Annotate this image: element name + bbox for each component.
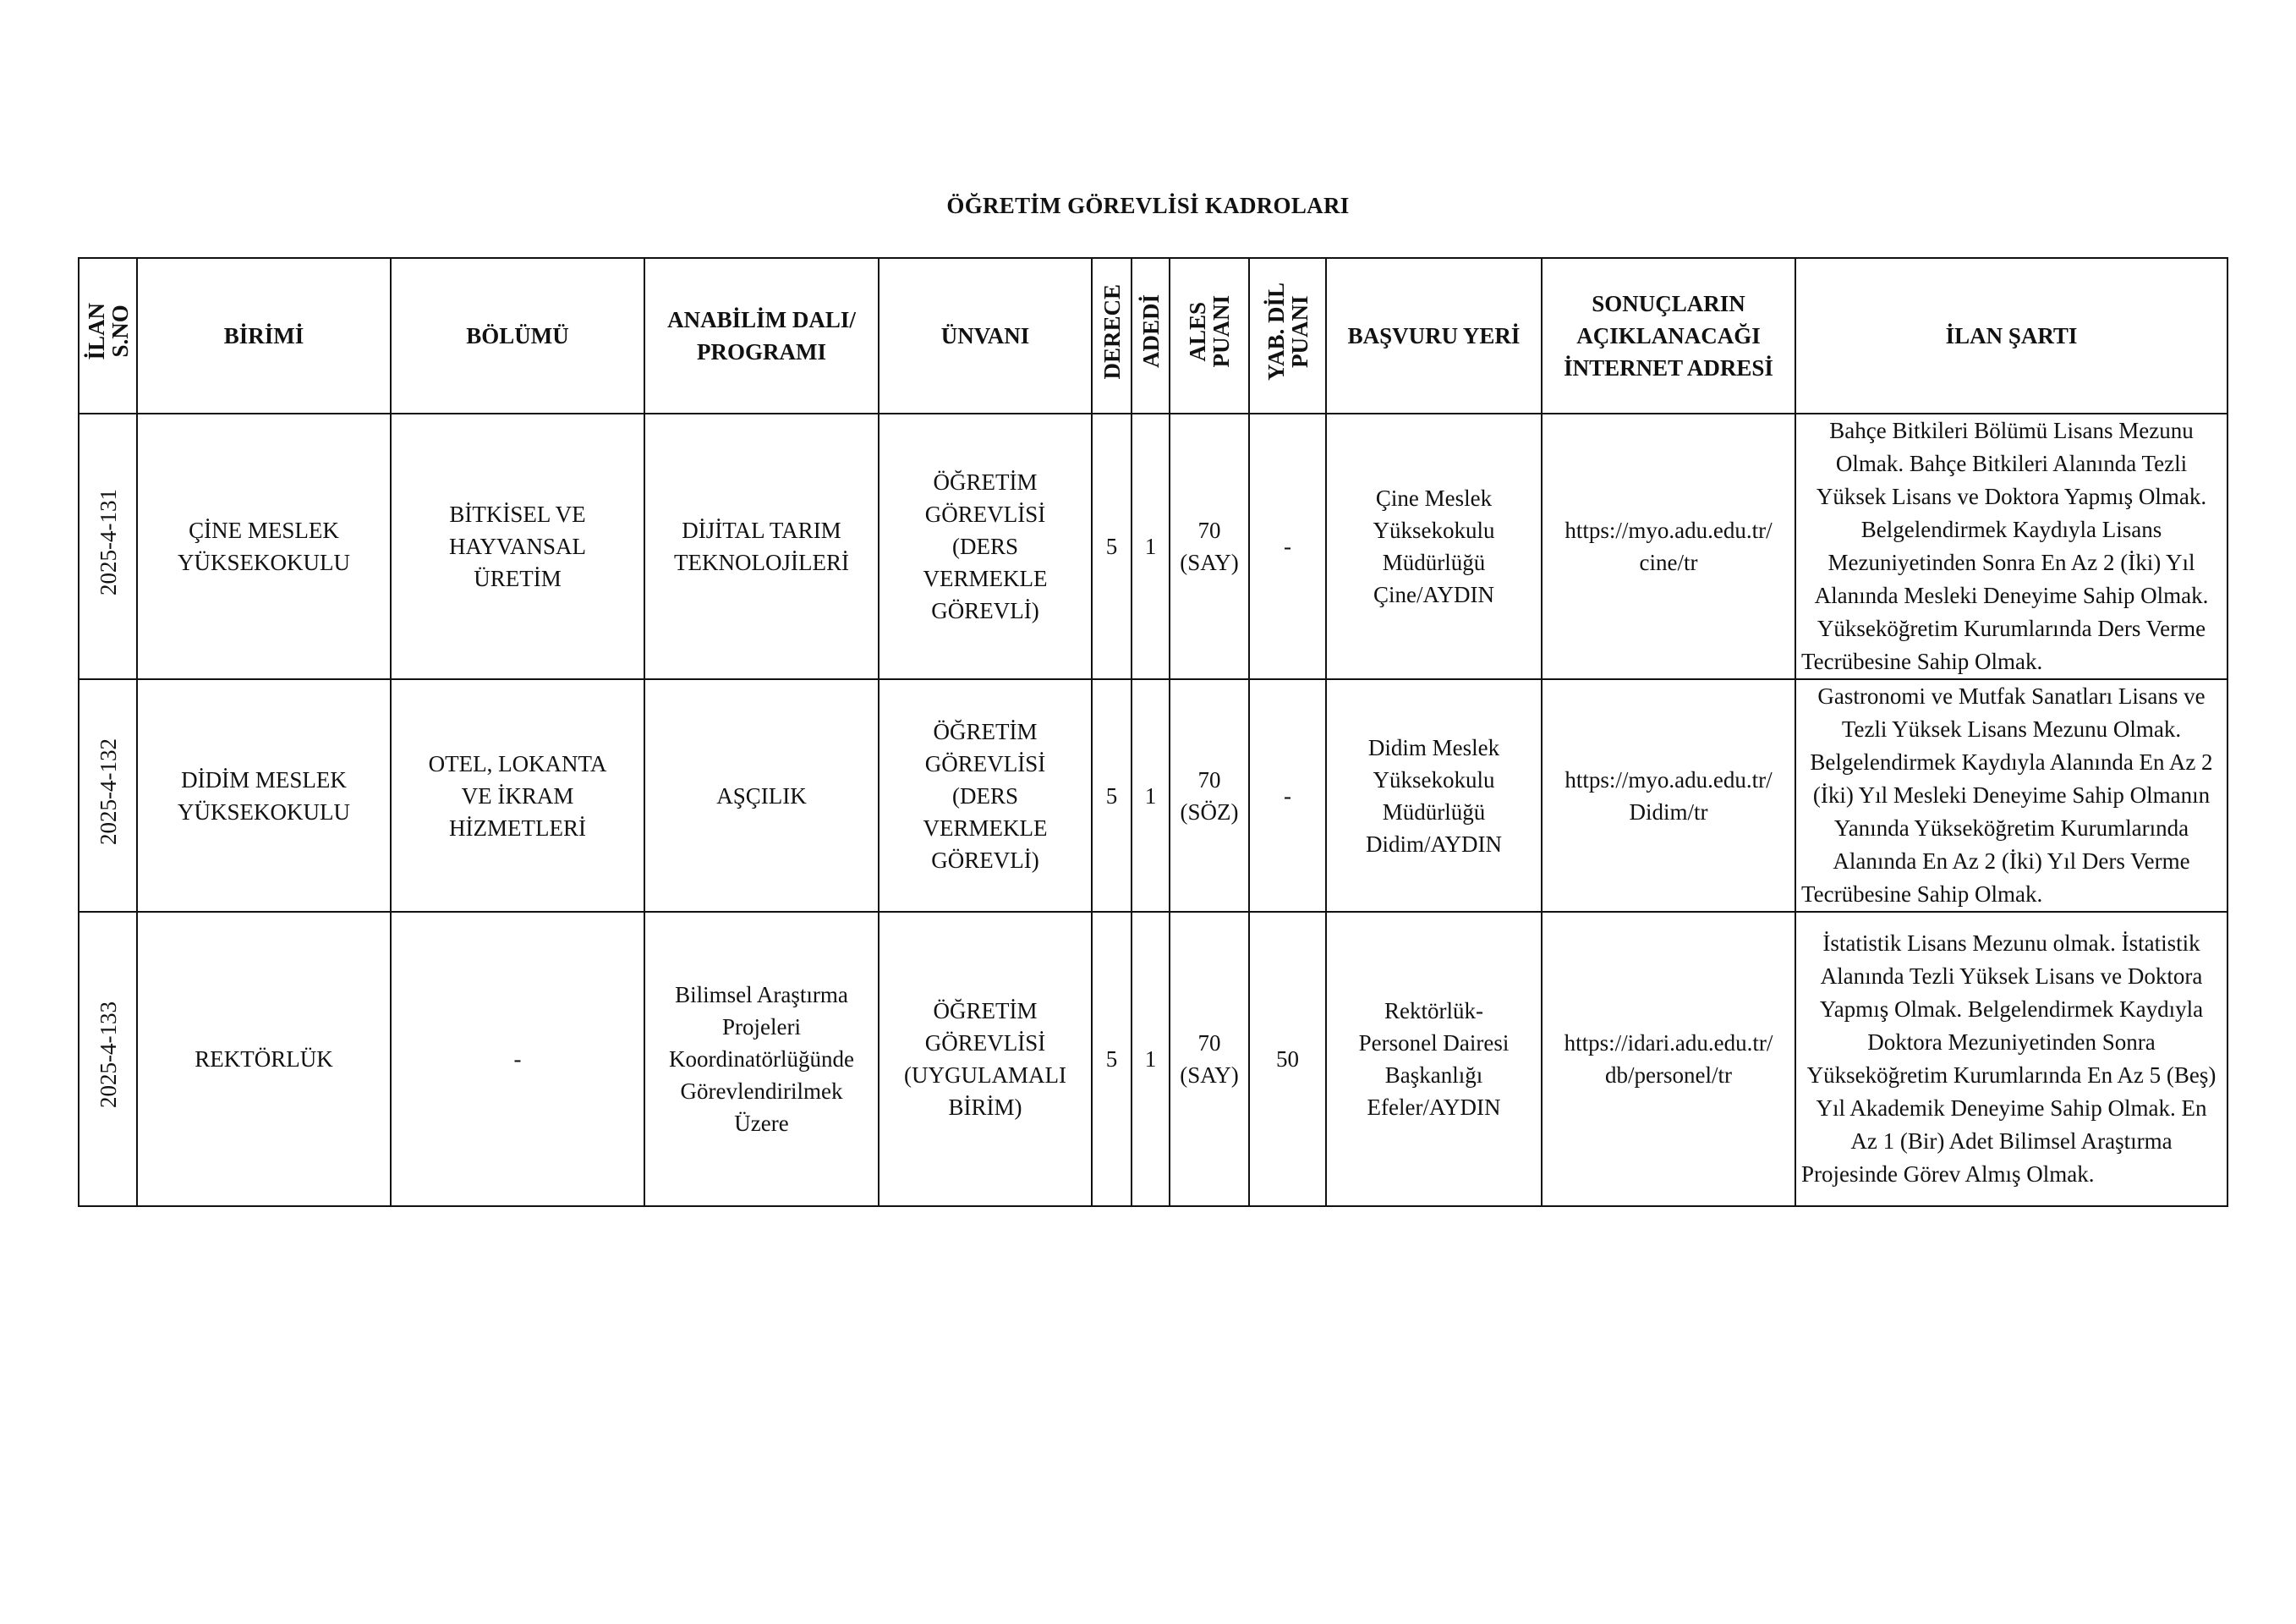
header-bolumu: BÖLÜMÜ (391, 258, 644, 414)
header-sart: İLAN ŞARTI (1795, 258, 2228, 414)
staff-positions-table (78, 257, 2228, 1207)
cell-bolumu: - (391, 912, 644, 1206)
cell-anabilim: AŞÇILIK (644, 679, 879, 912)
cell-ilan-sarti: Bahçe Bitkileri Bölümü Lisans Mezunu Olmak. Bahçe Bitkileri Alanında Tezli Yüksek Lisans ve Doktora Yapmış Olmak. Belgelendirmek Kaydıyla Lisans Mezuniyetinden Sonra En Az 2 (İki) Yıl Alanında Mesleki Deneyime Sahip Olmak. Yükseköğretim Kurumlarında Ders Verme Tecrübesine Sahip Olmak. (1795, 414, 2228, 679)
cell-ilan-sarti: Gastronomi ve Mutfak Sanatları Lisans ve Tezli Yüksek Lisans Mezunu Olmak. Belgelendirmek Kaydıyla Alanında En Az 2 (İki) Yıl Mesleki Deneyime Sahip Olmanın Yanında Yükseköğretim Kurumlarında Alanında En Az 2 (İki) Yıl Ders Verme Tecrübesine Sahip Olmak. (1795, 679, 2228, 912)
header-sonuc: SONUÇLARIN AÇIKLANACAĞI İNTERNET ADRESİ (1542, 258, 1795, 414)
cell-basvuru: Rektörlük- Personel Dairesi Başkanlığı Efeler/AYDIN (1326, 912, 1542, 1206)
table-row (79, 912, 2228, 1206)
cell-yabdil: 50 (1249, 912, 1326, 1206)
cell-basvuru: Didim Meslek Yüksekokulu Müdürlüğü Didim/AYDIN (1326, 679, 1542, 912)
cell-anabilim: DİJİTAL TARIM TEKNOLOJİLERİ (644, 414, 879, 679)
cell-adedi: 1 (1132, 679, 1170, 912)
cell-ales: 70 (SAY) (1170, 912, 1249, 1206)
header-adedi: ADEDİ (1132, 258, 1170, 414)
cell-basvuru: Çine Meslek Yüksekokulu Müdürlüğü Çine/AYDIN (1326, 414, 1542, 679)
cell-ilan-sarti: İstatistik Lisans Mezunu olmak. İstatistik Alanında Tezli Yüksek Lisans ve Doktora Yapmış Olmak. Belgelendirmek Kaydıyla Doktora Mezuniyetinden Sonra Yükseköğretim Kurumlarında En Az 5 (Beş) Yıl Akademik Deneyime Sahip Olmak. En Az 1 (Bir) Adet Bilimsel Araştırma Projesinde Görev Almış Olmak. (1795, 912, 2228, 1206)
cell-ales: 70 (SAY) (1170, 414, 1249, 679)
cell-birimi: ÇİNE MESLEK YÜKSEKOKULU (137, 414, 391, 679)
table-header-row (79, 258, 2228, 414)
cell-ilan-no: 2025-4-132 (79, 679, 137, 912)
header-birimi: BİRİMİ (137, 258, 391, 414)
cell-adedi: 1 (1132, 912, 1170, 1206)
header-ilan-no: İLAN S.NO (79, 258, 137, 414)
cell-birimi: DİDİM MESLEK YÜKSEKOKULU (137, 679, 391, 912)
header-derece: DERECE (1092, 258, 1132, 414)
cell-adedi: 1 (1132, 414, 1170, 679)
cell-derece: 5 (1092, 679, 1132, 912)
cell-ilan-no: 2025-4-133 (79, 912, 137, 1206)
header-basvuru: BAŞVURU YERİ (1326, 258, 1542, 414)
cell-yabdil: - (1249, 414, 1326, 679)
table-row (79, 414, 2228, 679)
cell-unvani: ÖĞRETİM GÖREVLİSİ (DERS VERMEKLE GÖREVLİ) (879, 414, 1092, 679)
header-anabilim: ANABİLİM DALI/ PROGRAMI (644, 258, 879, 414)
cell-ilan-no: 2025-4-131 (79, 414, 137, 679)
page-title: ÖĞRETİM GÖREVLİSİ KADROLARI (946, 193, 1350, 218)
cell-sonuc-url[interactable]: https://myo.adu.edu.tr/ Didim/tr (1542, 679, 1795, 912)
cell-bolumu: OTEL, LOKANTA VE İKRAM HİZMETLERİ (391, 679, 644, 912)
cell-sonuc-url[interactable]: https://idari.adu.edu.tr/ db/personel/tr (1542, 912, 1795, 1206)
cell-unvani: ÖĞRETİM GÖREVLİSİ (UYGULAMALI BİRİM) (879, 912, 1092, 1206)
cell-yabdil: - (1249, 679, 1326, 912)
cell-birimi: REKTÖRLÜK (137, 912, 391, 1206)
header-ales: ALES PUANI (1170, 258, 1249, 414)
cell-derece: 5 (1092, 414, 1132, 679)
cell-unvani: ÖĞRETİM GÖREVLİSİ (DERS VERMEKLE GÖREVLİ) (879, 679, 1092, 912)
cell-ales: 70 (SÖZ) (1170, 679, 1249, 912)
table-row (79, 679, 2228, 912)
cell-bolumu: BİTKİSEL VE HAYVANSAL ÜRETİM (391, 414, 644, 679)
cell-derece: 5 (1092, 912, 1132, 1206)
header-unvani: ÜNVANI (879, 258, 1092, 414)
cell-anabilim: Bilimsel Araştırma Projeleri Koordinatörlüğünde Görevlendirilmek Üzere (644, 912, 879, 1206)
header-yabdil: YAB. DİL PUANI (1249, 258, 1326, 414)
cell-sonuc-url[interactable]: https://myo.adu.edu.tr/ cine/tr (1542, 414, 1795, 679)
